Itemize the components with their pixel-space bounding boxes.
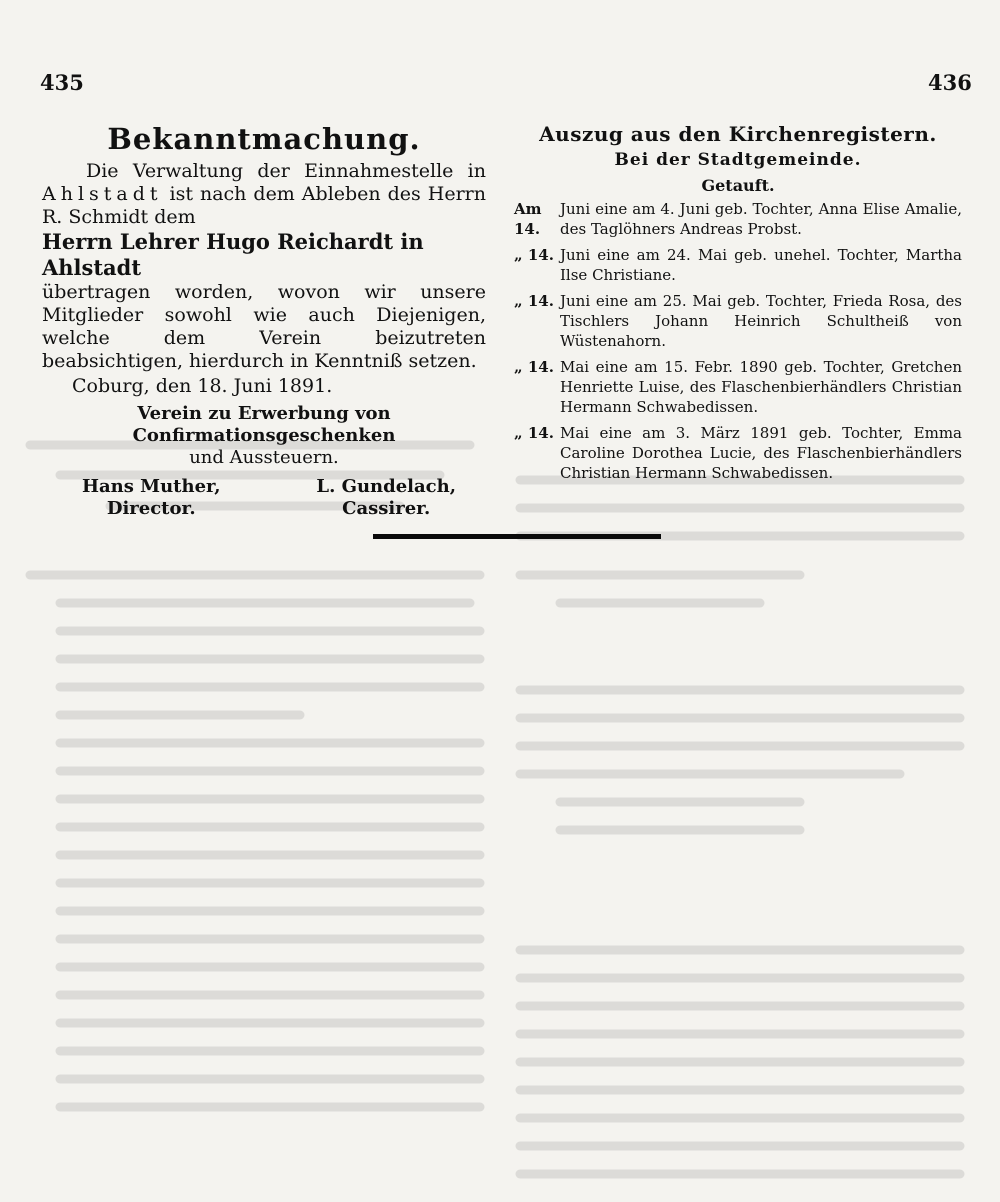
page-number-left: 435: [40, 70, 84, 95]
register-entry: [514, 291, 962, 351]
signatory-role: Director.: [106, 498, 196, 519]
entry-text: Mai eine am 3. März 1891 geb. Tochter, Emma Caroline Dorothea Lucie, des Flaschenbierhändlers Christian Hermann Schwabedissen.: [560, 424, 962, 482]
notice-paragraph-1: [42, 160, 486, 229]
entry-text: Juni eine am 4. Juni geb. Tochter, Anna Elise Amalie, des Taglöhners Andreas Probst.: [560, 200, 962, 238]
signatures: [42, 476, 486, 520]
entry-text: Juni eine am 24. Mai geb. unehel. Tochter, Martha Ilse Christiane.: [560, 246, 962, 284]
register-title: Auszug aus den Kirchenregistern.: [539, 122, 937, 146]
section-divider-rule: [373, 534, 661, 539]
association-name-cont: und Aussteuern.: [189, 447, 339, 468]
register-entry: [514, 357, 962, 417]
notice-highlight: Herrn Lehrer Hugo Reichardt in Ahlstadt: [42, 229, 424, 280]
signatory-name: Hans Muther,: [82, 476, 221, 497]
signatory-director: [82, 476, 220, 520]
association-name: Verein zu Erwerbung von Confirmationsgeschenken: [132, 403, 396, 446]
notice-title: Bekanntmachung.: [107, 122, 421, 156]
notice-para1-part-d: dem: [154, 206, 196, 228]
entry-prefix: „ 14.: [514, 292, 554, 310]
entry-prefix: „ 14.: [514, 424, 554, 442]
register-subtitle: Bei der Stadtgemeinde.: [614, 150, 862, 170]
signatory-cashier: [316, 476, 456, 520]
signatory-role: Cassirer.: [342, 498, 431, 519]
register-entry: [514, 423, 962, 483]
register-entries: [514, 199, 962, 483]
entry-prefix: Am 14.: [514, 200, 542, 238]
notice-paragraph-2: übertragen worden, wovon wir unsere Mitglieder sowohl wie auch Diejenigen, welche dem Verein beizutreten beabsichtigen, hierdurch in Kenntniß setzen.: [42, 281, 486, 372]
register-entry: [514, 199, 962, 239]
register-section-heading: Getauft.: [701, 176, 775, 195]
notice-para1-part-a: Die Verwaltung der Einnahmestelle in: [86, 160, 486, 182]
notice-column: [42, 122, 486, 520]
notice-para1-part-c: ist nach dem Ableben des Herrn R. Schmidt: [42, 183, 486, 228]
entry-prefix: „ 14.: [514, 246, 554, 264]
notice-para1-place: Ahlstadt: [42, 183, 163, 205]
notice-dateline: Coburg, den 18. Juni 1891.: [72, 375, 333, 397]
entry-text: Mai eine am 15. Febr. 1890 geb. Tochter, Gretchen Henriette Luise, des Flaschenbierhändlers Christian Hermann Schwabedissen.: [560, 358, 962, 416]
entry-text: Juni eine am 25. Mai geb. Tochter, Frieda Rosa, des Tischlers Johann Heinrich Schultheiß von Wüstenahorn.: [560, 292, 962, 350]
page-number-right: 436: [928, 70, 972, 95]
register-entry: [514, 245, 962, 285]
entry-prefix: „ 14.: [514, 358, 554, 376]
signatory-name: L. Gundelach,: [316, 476, 456, 497]
register-column: [514, 122, 962, 489]
